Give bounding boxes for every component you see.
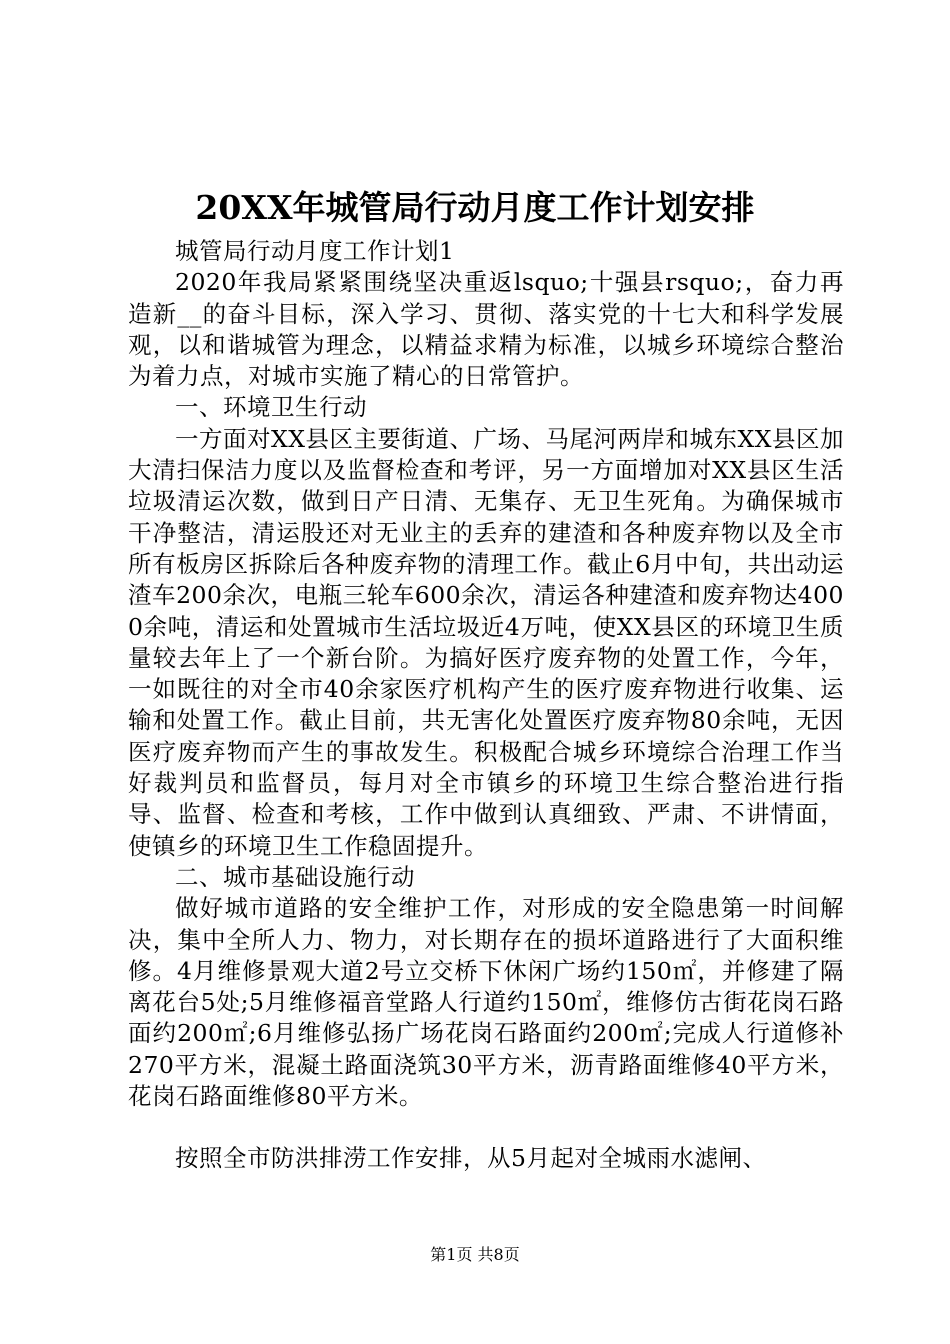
document-subtitle: 城管局行动月度工作计划1 bbox=[175, 237, 455, 265]
paragraph-gap bbox=[128, 1112, 844, 1143]
paragraph-infrastructure: 做好城市道路的安全维护工作，对形成的安全隐患第一时间解决，集中全所人力、物力，对长期存在的损坏道路进行了大面积维修。4月维修景观大道2号立交桥下休闲广场约150㎡，并修建了隔离花台5处;5月维修福音堂路人行道约150㎡，维修仿古街花岗石路面约200㎡;6月维修弘扬广场花岗石路面约200㎡;完成人行道修补270平方米，混凝土路面浇筑30平方米，沥青路面维修40平方米，花岗石路面维修80平方米。 bbox=[128, 894, 844, 1111]
paragraph-sanitation: 一方面对XX县区主要街道、广场、马尾河两岸和城东XX县区加大清扫保洁力度以及监督检查和考评，另一方面增加对XX县区生活垃圾清运次数，做到日产日清、无集存、无卫生死角。为确保城市干净整洁，清运股还对无业主的丢弃的建渣和各种废弃物以及全市所有板房区拆除后各种废弃物的清理工作。截止6月中旬，共出动运渣车200余次，电瓶三轮车600余次，清运各种建渣和废弃物达4000余吨，清运和处置城市生活垃圾近4万吨，使XX县区的环境卫生质量较去年上了一个新台阶。为搞好医疗废弃物的处置工作，今年，一如既往的对全市40余家医疗机构产生的医疗废弃物进行收集、运输和处置工作。截止目前，共无害化处置医疗废弃物80余吨，无因医疗废弃物而产生的事故发生。积极配合城乡环境综合治理工作当好裁判员和监督员，每月对全市镇乡的环境卫生综合整治进行指导、监督、检查和考核，工作中做到认真细致、严肃、不讲情面，使镇乡的环境卫生工作稳固提升。 bbox=[128, 424, 844, 860]
page-number-footer: 第1页 共8页 bbox=[430, 1245, 520, 1264]
paragraph-flood-control: 按照全市防洪排涝工作安排，从5月起对全城雨水滤闸、 bbox=[175, 1144, 767, 1173]
section-heading-infrastructure: 二、城市基础设施行动 bbox=[175, 862, 415, 891]
document-body bbox=[128, 236, 844, 1175]
paragraph-intro: 2020年我局紧紧围绕坚决重返lsquo;十强县rsquo;，奋力再造新__的奋斗目标，深入学习、贯彻、落实党的十七大和科学发展观，以和谐城管为理念，以精益求精为标准，以城乡环境综合整治为着力点，对城市实施了精心的日常管护。 bbox=[128, 268, 844, 391]
section-heading-sanitation: 一、环境卫生行动 bbox=[175, 393, 367, 422]
document-title: 20XX年城管局行动月度工作计划安排 bbox=[195, 188, 755, 227]
